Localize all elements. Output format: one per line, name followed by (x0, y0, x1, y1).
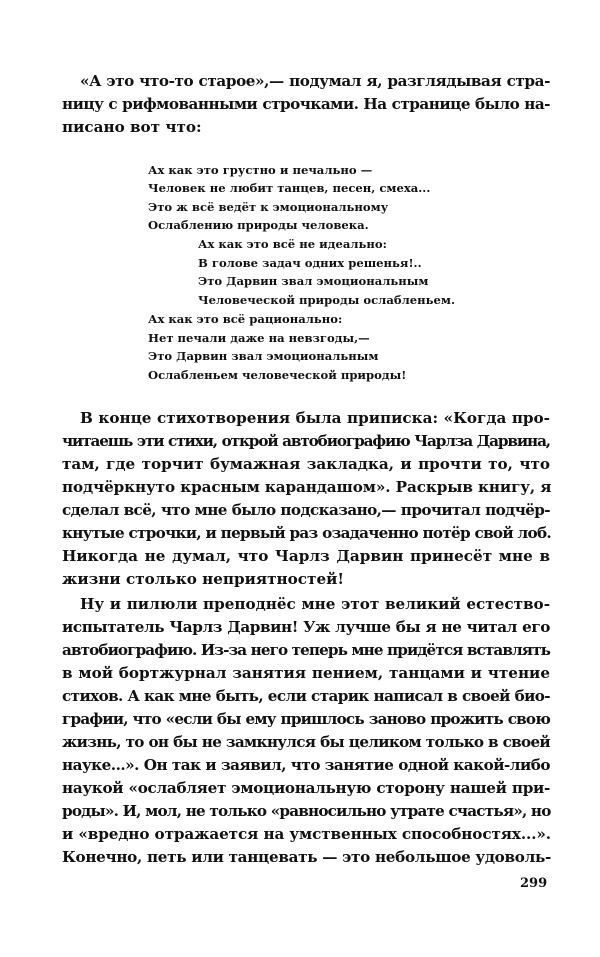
para2-line-6: кнутые строчки, и первый раз озадаченно потёр свой лоб. (62, 524, 551, 542)
poem-line-11: Это Дарвин звал эмоциональным (148, 349, 379, 363)
para2-line-1: В конце стихотворения была приписка: «Когда про- (80, 409, 550, 427)
para3-line-2: испытатель Чарлз Дарвин! Уж лучше бы я не читал его (62, 618, 550, 636)
para3-line-9: наукой «ослабляет эмоциональную сторону нашей при- (62, 779, 550, 797)
para3-line-10: роды». И, мол, не только «равносильно утрате счастья», но (62, 802, 551, 820)
para3-line-1: Ну и пилюли преподнёс мне этот великий естество- (80, 595, 550, 613)
para2-line-8: жизни столько неприятностей! (62, 570, 345, 588)
intro-line-2: ницу с рифмованными строчками. На странице было на- (62, 95, 550, 113)
poem-line-2: Человек не любит танцев, песен, смеха... (148, 181, 431, 195)
poem-line-9: Ах как это всё рационально: (148, 312, 343, 326)
intro-line-1: «А это что-то старое»,— подумал я, разглядывая стра- (80, 72, 550, 90)
para2-line-7: Никогда не думал, что Чарлз Дарвин принесёт мне в (62, 547, 550, 565)
para3-line-7: жизнь, то он бы не замкнулся бы целиком только в своей (62, 733, 550, 751)
poem-line-4: Ослаблению природы человека. (148, 218, 369, 232)
page-number: 299 (520, 876, 548, 891)
intro-line-3: писано вот что: (62, 118, 202, 136)
para2-line-2: читаешь эти стихи, открой автобиографию Чарлза Дарвина, (62, 432, 550, 450)
para3-line-4: в мой бортжурнал занятия пением, танцами и чтение (62, 664, 550, 682)
para3-line-12: Конечно, петь или танцевать — это небольшое удоволь- (62, 848, 552, 866)
poem-line-6: В голове задач одних решенья!.. (198, 256, 422, 270)
para3-line-5: стихов. А как мне быть, если старик написал в своей био- (62, 687, 550, 705)
para2-line-4: подчёркнуто красным карандашом». Раскрыв книгу, я (62, 478, 552, 496)
para2-line-5: сделал всё, что мне было подсказано,— прочитал подчёр- (62, 501, 550, 519)
para3-line-6: графии, что «если бы ему пришлось заново прожить свою (62, 710, 550, 728)
para3-line-8: науке...». Он так и заявил, что занятие одной какой-либо (62, 756, 550, 774)
para2-line-3: там, где торчит бумажная закладка, и прочти то, что (62, 455, 550, 473)
poem-line-8: Человеческой природы ослабленьем. (198, 293, 455, 307)
poem-line-3: Это ж всё ведёт к эмоциональному (148, 200, 389, 214)
poem-line-12: Ослабленьем человеческой природы! (148, 368, 407, 382)
poem-line-10: Нет печали даже на невзгоды,— (148, 331, 370, 345)
para3-line-11: и «вредно отражается на умственных способностях...». (62, 825, 551, 843)
poem-line-1: Ах как это грустно и печально — (148, 163, 373, 177)
para3-line-3: автобиографию. Из-за него теперь мне придётся вставлять (62, 641, 551, 659)
poem-line-5: Ах как это всё не идеально: (198, 237, 387, 251)
poem-line-7: Это Дарвин звал эмоциональным (198, 274, 429, 288)
